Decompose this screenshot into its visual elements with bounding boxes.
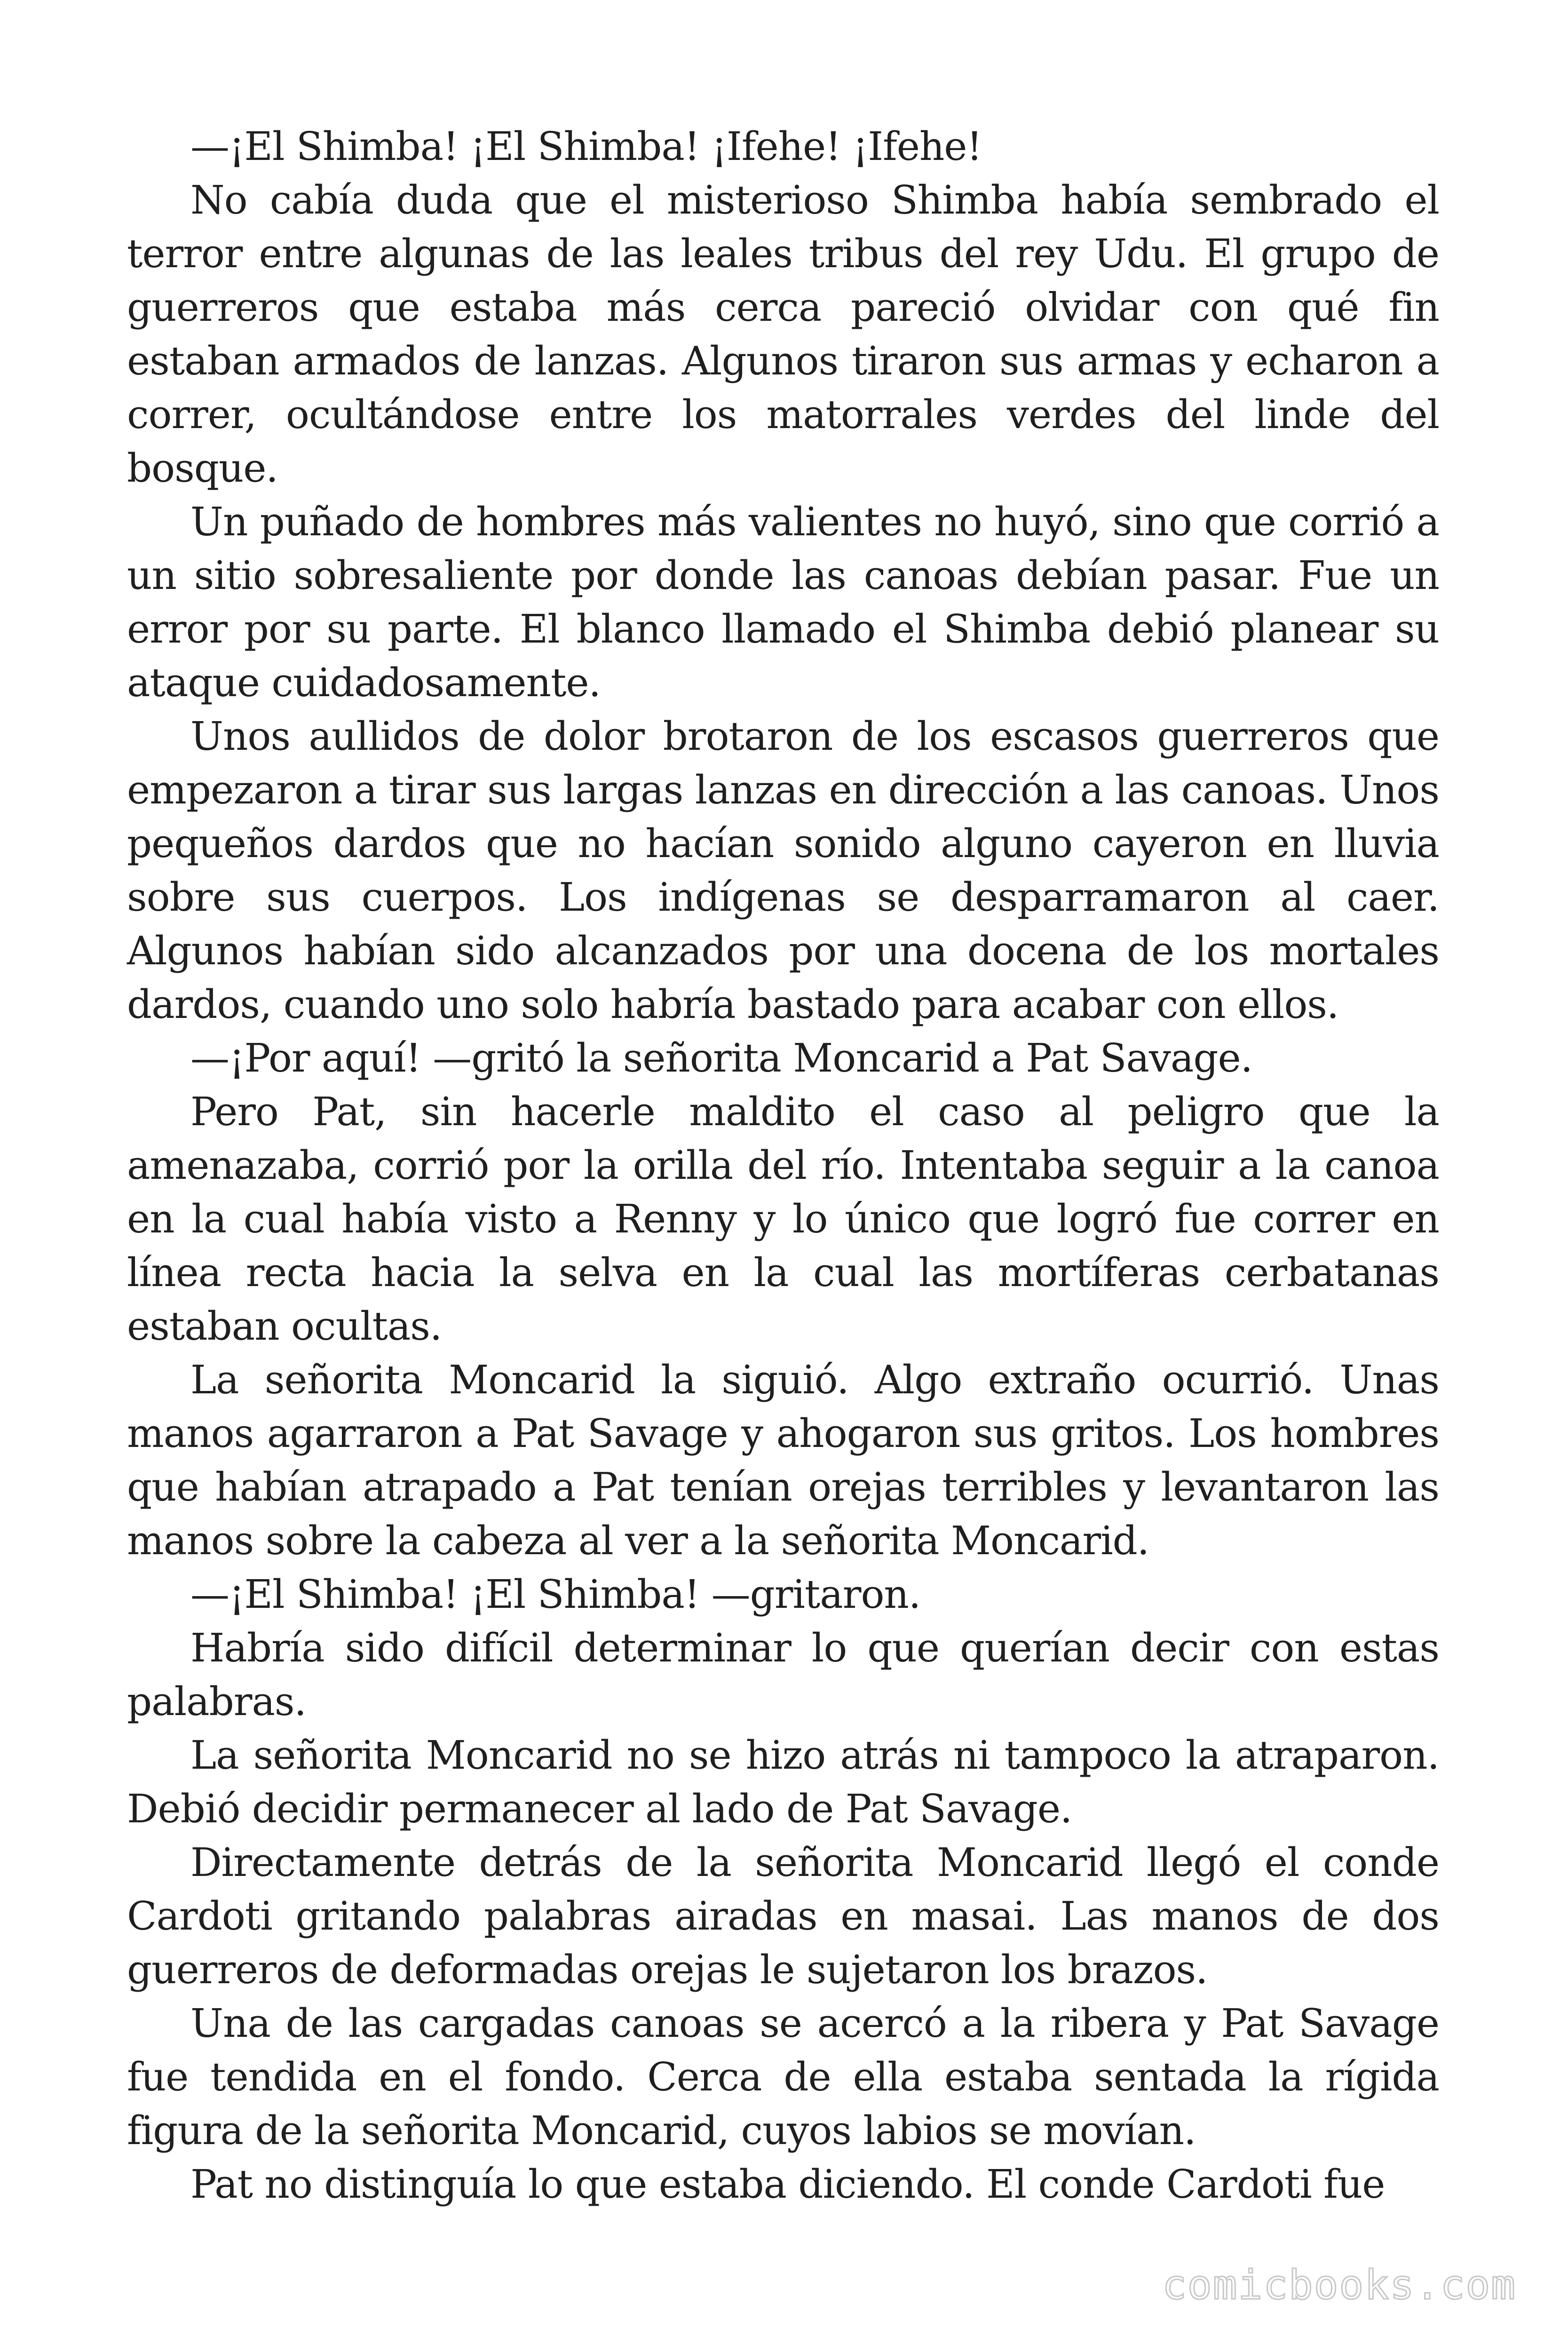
paragraph-5: —¡Por aquí! —gritó la señorita Moncarid a Pat Savage. <box>190 1035 1252 1081</box>
paragraph-6: Pero Pat, sin hacerle maldito el caso al peligro que la amenazaba, corrió por la orilla del río. Intentaba seguir a la canoa en la cual había visto a Renny y lo único que logró fue correr en línea recta hacia la selva en la cual las mortíferas cerbatanas estaban ocultas. <box>127 1089 1439 1349</box>
paragraph-11: Directamente detrás de la señorita Moncarid llegó el conde Cardoti gritando palabras airadas en masai. Las manos de dos guerreros de deformadas orejas le sujetaron los brazos. <box>127 1840 1439 1993</box>
paragraph-1: —¡El Shimba! ¡El Shimba! ¡Ifehe! ¡Ifehe! <box>190 124 982 169</box>
paragraph-7: La señorita Moncarid la siguió. Algo extraño ocurrió. Unas manos agarraron a Pat Savage y ahogaron sus gritos. Los hombres que habían atrapado a Pat tenían orejas terribles y levantaron las manos sobre la cabeza al ver a la señorita Moncarid. <box>127 1357 1439 1564</box>
paragraph-9: Habría sido difícil determinar lo que querían decir con estas palabras. <box>127 1625 1439 1724</box>
paragraph-4: Unos aullidos de dolor brotaron de los escasos guerreros que empezaron a tirar sus largas lanzas en dirección a las canoas. Unos pequeños dardos que no hacían sonido alguno cayeron en lluvia sobre sus cuerpos. Los indígenas se desparramaron al caer. Algunos habían sido alcanzados por una docena de los mortales dardos, cuando uno solo habría bastado para acabar con ellos. <box>127 714 1439 1027</box>
paragraph-3: Un puñado de hombres más valientes no huyó, sino que corrió a un sitio sobresaliente por donde las canoas debían pasar. Fue un error por su parte. El blanco llamado el Shimba debió planear su ataque cuidadosamente. <box>127 499 1439 706</box>
paragraph-2: No cabía duda que el misterioso Shimba había sembrado el terror entre algunas de las leales tribus del rey Udu. El grupo de guerreros que estaba más cerca pareció olvidar con qué fin estaban armados de lanzas. Algunos tiraron sus armas y echaron a correr, ocultándose entre los matorrales verdes del linde del bosque. <box>127 177 1439 491</box>
paragraph-13: Pat no distinguía lo que estaba diciendo. El conde Cardoti fue <box>190 2161 1385 2207</box>
paragraph-12: Una de las cargadas canoas se acercó a la ribera y Pat Savage fue tendida en el fondo. Cerca de ella estaba sentada la rígida figura de la señorita Moncarid, cuyos labios se movían. <box>127 2001 1439 2153</box>
book-page-text <box>127 120 1439 2211</box>
paragraph-10: La señorita Moncarid no se hizo atrás ni tampoco la atraparon. Debió decidir permanecer al lado de Pat Savage. <box>127 1732 1439 1832</box>
paragraph-8: —¡El Shimba! ¡El Shimba! —gritaron. <box>190 1572 921 1617</box>
site-watermark: comicbooks.com <box>1162 2262 1516 2309</box>
